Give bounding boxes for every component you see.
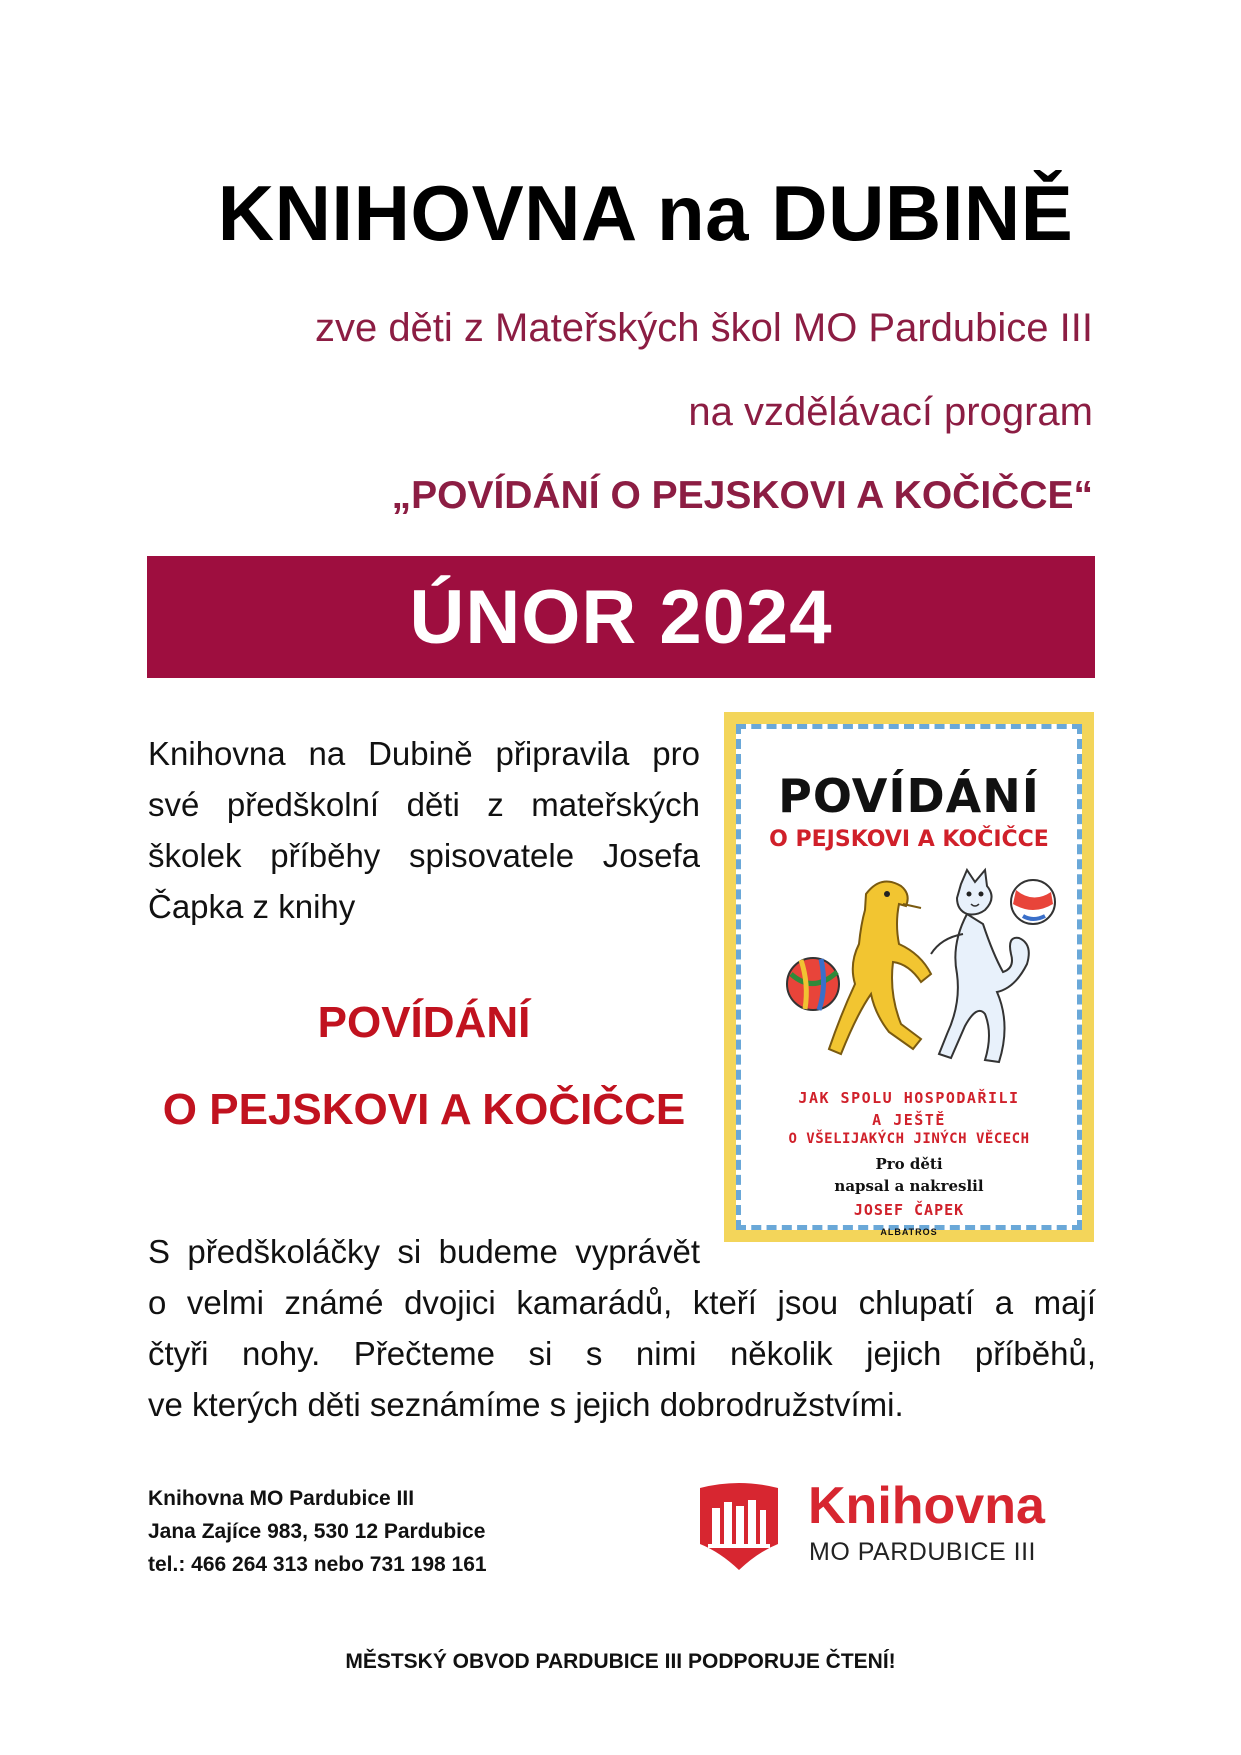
- book-cover-subtitle: O PEJSKOVI A KOČIČCE: [769, 827, 1049, 852]
- book-cover-publisher: ALBATROS: [880, 1227, 938, 1237]
- intro-line: Čapka z knihy: [148, 888, 356, 925]
- program-name: „POVÍDÁNÍ O PEJSKOVI A KOČIČCE“: [391, 474, 1093, 517]
- description-line: o velmi známé dvojici kamarádů, kteří jsou chlupatí a mají: [148, 1284, 1096, 1321]
- book-title-heading-line1: POVÍDÁNÍ: [317, 998, 531, 1047]
- date-banner-text: ÚNOR 2024: [409, 574, 833, 660]
- description-line: ve kterých děti seznámíme s jejich dobrodružstvími.: [148, 1386, 904, 1423]
- dog-and-cat-illustration: [771, 864, 1071, 1089]
- book-cover-image: [724, 712, 1094, 1242]
- date-banner: [147, 556, 1095, 678]
- page-title: KNIHOVNA na DUBINĚ: [217, 169, 1074, 257]
- invite-line: zve děti z Mateřských škol MO Pardubice III: [314, 306, 1093, 350]
- intro-line: své předškolní děti z mateřských: [148, 786, 700, 823]
- book-cover-author: JOSEF ČAPEK: [853, 1201, 965, 1219]
- description-text: S předškoláčky si budeme vyprávět: [148, 1233, 700, 1270]
- book-cover-line: JAK SPOLU HOSPODAŘILI: [798, 1089, 1020, 1107]
- program-label: na vzdělávací program: [688, 390, 1093, 434]
- book-cover-title: POVÍDÁNÍ: [778, 769, 1040, 823]
- intro-paragraph: [148, 728, 700, 932]
- book-cover-line: Pro děti: [875, 1155, 943, 1173]
- description-paragraph: [148, 1277, 1096, 1430]
- library-logo: [698, 1477, 1098, 1572]
- logo-subtitle: MO PARDUBICE III: [809, 1538, 1037, 1566]
- address-line: Knihovna MO Pardubice III: [148, 1487, 415, 1510]
- book-cover-frame: [736, 724, 1082, 1237]
- description-line: [148, 1226, 700, 1277]
- address-line: Jana Zajíce 983, 530 12 Pardubice: [148, 1520, 486, 1543]
- library-address: [148, 1482, 487, 1581]
- book-cover-line: napsal a nakreslil: [834, 1177, 984, 1195]
- book-title-heading-line2: O PEJSKOVI A KOČIČCE: [162, 1085, 686, 1134]
- description-line: čtyři nohy. Přečteme si s nimi několik jejich příběhů,: [148, 1335, 1096, 1372]
- intro-line: Knihovna na Dubině připravila pro: [148, 735, 700, 772]
- intro-line: školek příběhy spisovatele Josefa: [148, 837, 700, 874]
- logo-wordmark: Knihovna: [808, 1477, 1045, 1535]
- book-cover-line: A JEŠTĚ: [872, 1111, 946, 1129]
- book-cover-line: O VŠELIJAKÝCH JINÝCH VĚCECH: [788, 1131, 1030, 1147]
- library-books-icon: [698, 1482, 780, 1570]
- footer-slogan: MĚSTSKÝ OBVOD PARDUBICE III PODPORUJE ČTENÍ!: [345, 1650, 896, 1673]
- address-line: tel.: 466 264 313 nebo 731 198 161: [148, 1553, 487, 1576]
